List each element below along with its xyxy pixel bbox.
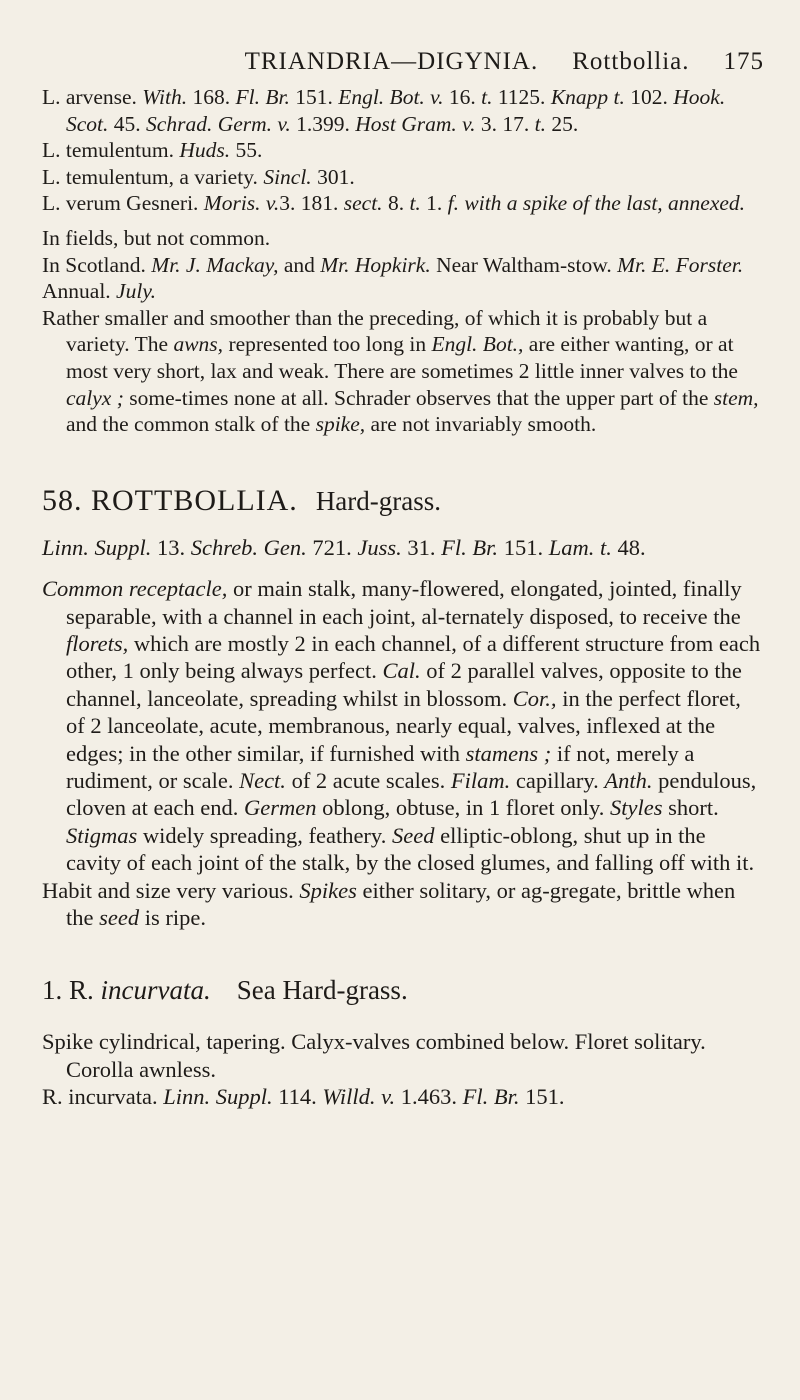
- species-references: R. incurvata. Linn. Suppl. 114. Willd. v. 1.463. Fl. Br. 151.: [42, 1084, 565, 1110]
- genus-name: 58. ROTTBOLLIA.: [42, 483, 298, 517]
- synonymy-block: [42, 84, 764, 438]
- synonym-entry: L. verum Gesneri. Moris. v.3. 181. sect. 8. t. 1. f. with a spike of the last, annexed.: [42, 191, 746, 216]
- genus-common-name: Hard-grass.: [315, 485, 442, 516]
- species-description: [42, 1028, 764, 1110]
- habit-paragraph: Habit and size very various. Spikes either solitary, or ag-gregate, brittle when the seed is ripe.: [42, 877, 736, 930]
- species-name: incurvata.: [100, 975, 211, 1006]
- generic-character: Common receptacle, or main stalk, many-flowered, elongated, jointed, finally separable, with a channel in each joint, al-ternately disposed, to receive the florets, which are mostly 2 in each channel, of a different structure from each other, 1 only being always perfect. Cal. of 2 parallel valves, opposite to the channel, lanceolate, spreading whilst in blossom. Cor., in the perfect floret, of 2 lanceolate, acute, membranous, nearly equal, valves, inflexed at the edges; in the other similar, if furnished with stamens ; if not, merely a rudiment, or scale. Nect. of 2 acute scales. Filam. capillary. Anth. pendulous, cloven at each end. Germen oblong, obtuse, in 1 floret only. Styles short. Stigmas widely spreading, feathery. Seed elliptic-oblong, shut up in the cavity of each joint of the stalk, by the closed glumes, and falling off with it.: [42, 576, 761, 876]
- synonym-entry: L. temulentum, a variety. Sincl. 301.: [42, 164, 355, 189]
- page-number: 175: [723, 48, 764, 75]
- species-common-name: Sea Hard-grass.: [236, 975, 408, 1006]
- species-heading: 1. R. incurvata. Sea Hard-grass.: [42, 975, 408, 1006]
- synonym-entry: L. arvense. With. 168. Fl. Br. 151. Engl. Bot. v. 16. t. 1125. Knapp t. 102. Hook. Scot. 45. Schrad. Germ. v. 1.399. Host Gram. v. 3. 17. t. 25.: [42, 85, 726, 136]
- genus-heading: [42, 484, 764, 518]
- species-diagnosis: Spike cylindrical, tapering. Calyx-valves combined below. Floret solitary. Corolla awnless.: [42, 1029, 706, 1082]
- running-header: [42, 48, 764, 76]
- habitat-line: In fields, but not common.: [42, 225, 271, 250]
- genus-description: [42, 534, 764, 932]
- genus-references: Linn. Suppl. 13. Schreb. Gen. 721. Juss. 31. Fl. Br. 151. Lam. t. 48.: [42, 534, 646, 560]
- duration-line: Annual. July.: [42, 279, 157, 304]
- synonym-entry: L. temulentum. Huds. 55.: [42, 138, 263, 163]
- remark-paragraph: Rather smaller and smoother than the preceding, of which it is probably but a variety. The awns, represented too long in Engl. Bot., are either wanting, or at most very short, lax and weak. There are sometimes 2 little inner valves to the calyx ; some-times none at all. Schrader observes that the upper part of the stem, and the common stalk of the spike, are not invariably smooth.: [42, 305, 759, 437]
- header-title: TRIANDRIA—DIGYNIA.: [244, 48, 539, 75]
- header-genus: Rottbollia.: [572, 48, 690, 75]
- habitat-scotland: In Scotland. Mr. J. Mackay, and Mr. Hopkirk. Near Waltham-stow. Mr. E. Forster.: [42, 252, 744, 277]
